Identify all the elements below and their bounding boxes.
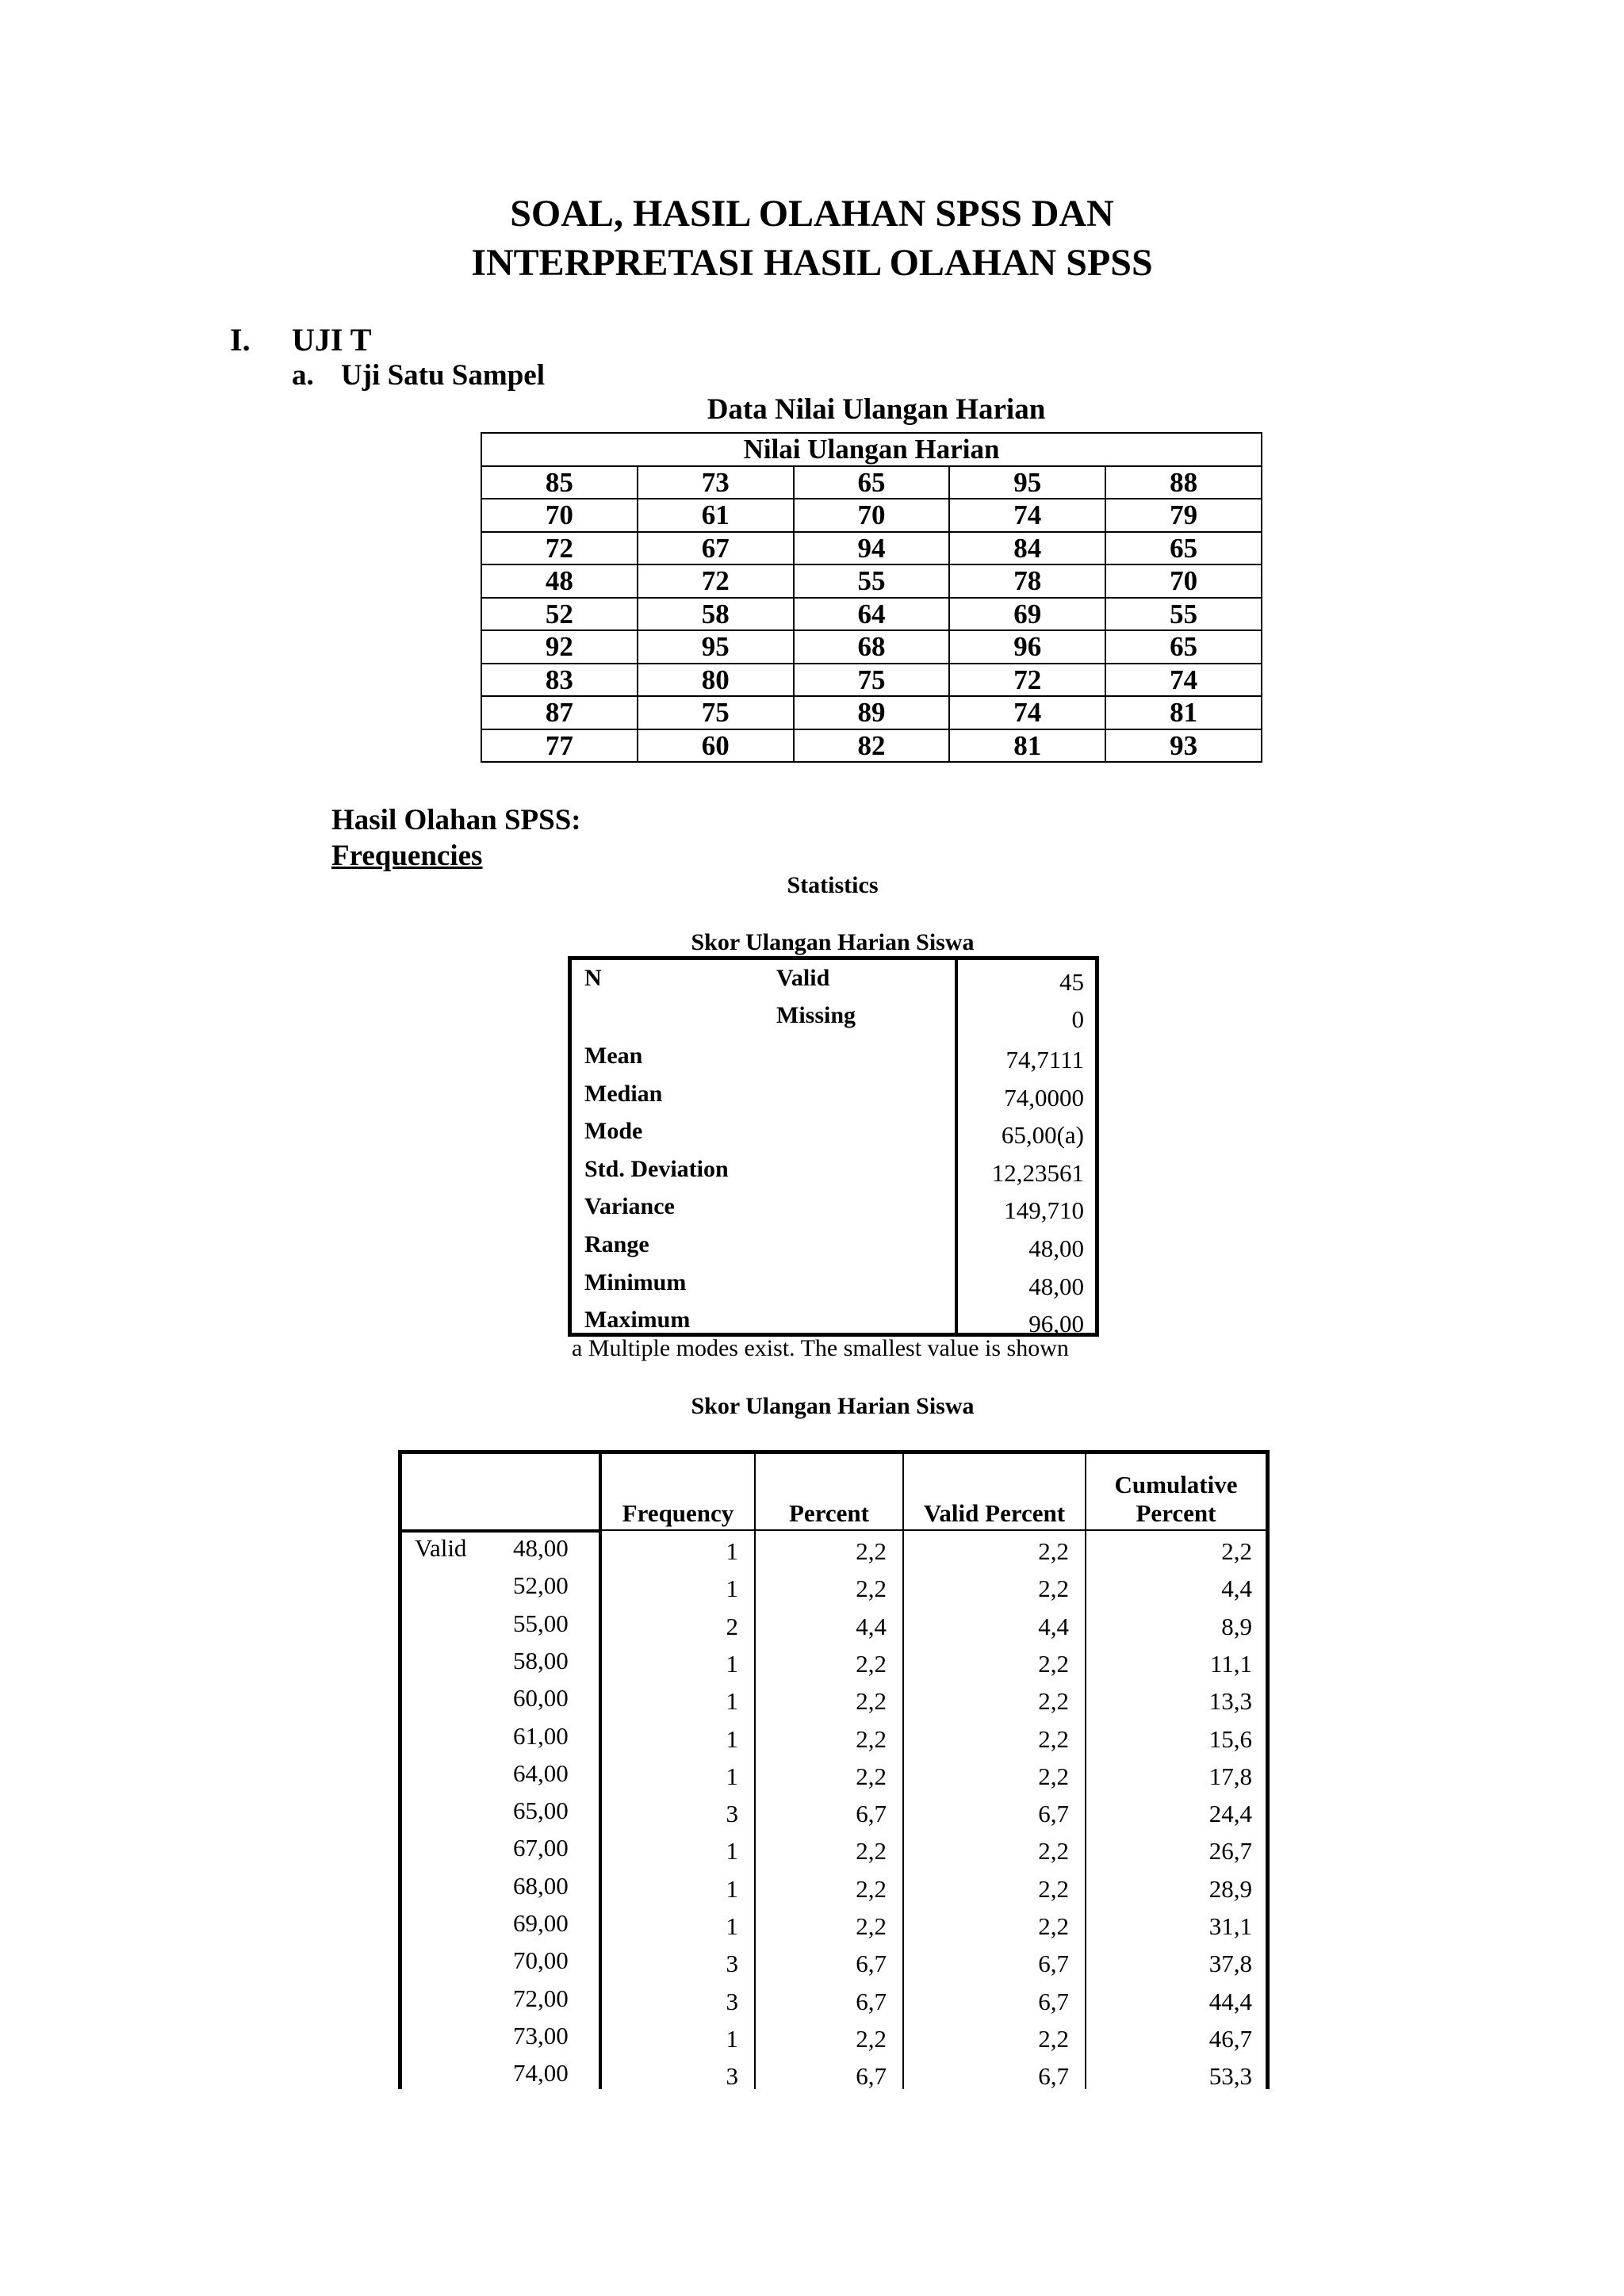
freq-row-percent: 2,2 [856,2024,887,2053]
freq-row-cumulative: 44,4 [1208,1987,1252,2015]
data-table-row [481,630,1262,664]
freq-row-valid-percent: 2,2 [1038,1649,1069,1678]
freq-row-cumulative: 8,9 [1221,1612,1252,1640]
data-table-cell: 89 [794,696,950,729]
freq-row-value: 48,00 [513,1534,569,1562]
freq-row-cumulative: 53,3 [1208,2062,1252,2091]
data-table-cell: 75 [794,664,950,697]
freq-row-cumulative: 28,9 [1208,1874,1252,1903]
freq-row-value: 60,00 [513,1684,569,1712]
data-table-cell: 58 [638,598,794,631]
freq-row-value: 55,00 [513,1609,569,1637]
freq-row-valid-percent: 4,4 [1038,1612,1069,1640]
freq-row-cumulative: 4,4 [1221,1575,1252,1603]
stat-value: 12,23561 [991,1158,1084,1187]
freq-row-value: 58,00 [513,1646,569,1674]
data-table-cell: 74 [949,696,1105,729]
freq-row-percent: 2,2 [856,1762,887,1790]
freq-row-percent: 2,2 [856,1575,887,1603]
data-table-cell: 65 [794,466,950,499]
freq-row-valid-percent: 2,2 [1038,1724,1069,1753]
freq-row-valid-percent: 6,7 [1038,1987,1069,2015]
data-table-cell: 65 [1105,630,1262,664]
data-table-cell: 48 [481,564,638,598]
data-table-cell: 70 [481,499,638,532]
data-table-cell: 73 [638,466,794,499]
freq-row-cumulative: 46,7 [1208,2024,1252,2053]
col-cumulative-line2: Percent [1136,1499,1216,1527]
subsection-title: Uji Satu Sampel [341,359,545,392]
freq-row-percent: 2,2 [856,1837,887,1866]
data-table-cell: 67 [638,532,794,565]
freq-row-cumulative: 11,1 [1209,1649,1252,1678]
data-table-cell: 74 [1105,664,1262,697]
data-table-header: Nilai Ulangan Harian [481,433,1262,466]
stat-label: Mean [584,1043,643,1069]
data-table-cell: 64 [794,598,950,631]
freq-row-percent: 6,7 [856,1950,887,1978]
statistics-divider [955,960,958,1333]
freq-row-frequency: 1 [726,1762,738,1790]
stat-value: 48,00 [1028,1272,1084,1300]
freq-row-frequency: 1 [726,1837,738,1866]
col-frequency: Frequency [622,1499,734,1527]
stat-n-label: N [584,965,602,991]
data-table-cell: 85 [481,466,638,499]
subsection-letter: a. [292,359,314,392]
stat-label: Mode [584,1118,643,1145]
freq-row-frequency: 1 [726,1649,738,1678]
freq-row-frequency: 3 [726,1950,738,1978]
data-table-cell: 78 [949,564,1105,598]
frequency-table-title: Skor Ulangan Harian Siswa [691,1393,975,1419]
freq-row-percent: 6,7 [856,2062,887,2091]
stat-label: Range [584,1231,649,1257]
data-table-row [481,499,1262,532]
frequencies-heading: Frequencies [331,840,483,872]
freq-row-cumulative: 31,1 [1208,1912,1252,1940]
stat-label: Minimum [584,1269,687,1295]
freq-divider-percent [902,1454,904,2089]
document-title-line2: INTERPRETASI HASIL OLAHAN SPSS [471,242,1153,284]
stat-value: 96,00 [1028,1310,1084,1338]
freq-row-frequency: 2 [726,1612,738,1640]
statistics-title: Statistics [787,872,879,898]
freq-row-cumulative: 17,8 [1208,1762,1252,1790]
freq-row-value: 64,00 [513,1758,569,1787]
data-table-cell: 79 [1105,499,1262,532]
stat-label: Std. Deviation [584,1155,729,1182]
data-table-cell: 84 [949,532,1105,565]
statistics-footnote: a Multiple modes exist. The smallest value is shown [572,1335,1069,1361]
document-title-line1: SOAL, HASIL OLAHAN SPSS DAN [510,193,1114,235]
freq-row-valid-percent: 6,7 [1038,2062,1069,2091]
data-table-cell: 65 [1105,532,1262,565]
data-table-cell: 87 [481,696,638,729]
freq-row-cumulative: 2,2 [1221,1537,1252,1565]
freq-divider-frequency [754,1454,756,2089]
stat-missing-value: 0 [1071,1005,1084,1033]
freq-row-frequency: 3 [726,2062,738,2091]
section-number: I. [230,322,251,358]
col-valid-percent: Valid Percent [923,1499,1066,1527]
data-table-cell: 52 [481,598,638,631]
freq-row-valid-percent: 2,2 [1038,1874,1069,1903]
stat-value: 48,00 [1028,1234,1084,1262]
freq-row-percent: 2,2 [856,1687,887,1716]
data-table-cell: 70 [794,499,950,532]
col-percent: Percent [789,1499,869,1527]
data-table-cell: 72 [481,532,638,565]
freq-row-percent: 2,2 [856,1912,887,1940]
freq-row-cumulative: 13,3 [1208,1687,1252,1716]
freq-row-frequency: 1 [726,2024,738,2053]
data-table-cell: 95 [638,630,794,664]
data-table-cell: 88 [1105,466,1262,499]
freq-row-cumulative: 26,7 [1208,1837,1252,1866]
data-table-row [481,664,1262,697]
data-table-row [481,532,1262,565]
data-table-caption: Data Nilai Ulangan Harian [707,393,1046,426]
frequency-table [398,1450,1270,2089]
freq-row-frequency: 3 [726,1987,738,2015]
stat-label: Variance [584,1193,675,1220]
section-title: UJI T [292,322,372,358]
data-table-cell: 55 [794,564,950,598]
freq-row-valid-percent: 6,7 [1038,1950,1069,1978]
freq-row-percent: 6,7 [856,1800,887,1828]
data-table-cell: 72 [949,664,1105,697]
freq-row-valid-percent: 6,7 [1038,1800,1069,1828]
freq-row-value: 73,00 [513,2021,569,2049]
freq-row-value: 61,00 [513,1721,569,1750]
freq-row-frequency: 1 [726,1912,738,1940]
freq-header-rule-right [599,1529,1270,1531]
freq-row-value: 72,00 [513,1984,569,2012]
data-table-cell: 94 [794,532,950,565]
freq-row-percent: 2,2 [856,1649,887,1678]
freq-divider-valid-percent [1085,1454,1086,2089]
stat-missing-label: Missing [776,1002,856,1028]
freq-row-value: 70,00 [513,1946,569,1975]
spss-heading: Hasil Olahan SPSS: [331,804,581,836]
data-table-cell: 77 [481,729,638,763]
data-table-cell: 69 [949,598,1105,631]
freq-row-value: 74,00 [513,2059,569,2087]
freq-row-frequency: 1 [726,1724,738,1753]
freq-row-percent: 4,4 [856,1612,887,1640]
statistics-table [568,956,1099,1337]
freq-row-cumulative: 15,6 [1208,1724,1252,1753]
freq-row-valid-percent: 2,2 [1038,1762,1069,1790]
data-table-cell: 93 [1105,729,1262,763]
data-table-cell: 95 [949,466,1105,499]
freq-row-cumulative: 24,4 [1208,1800,1252,1828]
freq-row-frequency: 3 [726,1800,738,1828]
stat-value: 65,00(a) [1001,1121,1084,1150]
freq-row-percent: 2,2 [856,1724,887,1753]
freq-row-percent: 6,7 [856,1987,887,2015]
stat-label: Median [584,1080,663,1107]
freq-row-frequency: 1 [726,1687,738,1716]
data-table-cell: 74 [949,499,1105,532]
data-table-cell: 83 [481,664,638,697]
data-table-row [481,729,1262,763]
data-table-row [481,564,1262,598]
freq-row-value: 69,00 [513,1909,569,1937]
data-table-row [481,696,1262,729]
freq-row-valid-percent: 2,2 [1038,1687,1069,1716]
freq-row-valid-percent: 2,2 [1038,1575,1069,1603]
data-table-row [481,598,1262,631]
data-table-cell: 68 [794,630,950,664]
stat-label: Maximum [584,1307,691,1334]
data-table-cell: 61 [638,499,794,532]
freq-row-cumulative: 37,8 [1208,1950,1252,1978]
data-table-row [481,466,1262,499]
freq-row-value: 68,00 [513,1871,569,1900]
freq-row-value: 67,00 [513,1834,569,1862]
data-table-cell: 55 [1105,598,1262,631]
freq-divider-label [599,1454,602,2089]
data-table-cell: 96 [949,630,1105,664]
freq-row-valid-percent: 2,2 [1038,2024,1069,2053]
data-table-cell: 75 [638,696,794,729]
freq-row-frequency: 1 [726,1874,738,1903]
freq-row-value: 52,00 [513,1571,569,1600]
freq-row-percent: 2,2 [856,1874,887,1903]
data-table-cell: 70 [1105,564,1262,598]
freq-row-percent: 2,2 [856,1537,887,1565]
stat-valid-value: 45 [1059,968,1084,996]
stat-value: 149,710 [1004,1196,1084,1225]
data-table-cell: 60 [638,729,794,763]
freq-row-frequency: 1 [726,1575,738,1603]
freq-group-label: Valid [415,1534,467,1562]
stat-value: 74,0000 [1004,1083,1084,1112]
data-table-cell: 80 [638,664,794,697]
freq-row-value: 65,00 [513,1797,569,1825]
freq-row-valid-percent: 2,2 [1038,1837,1069,1866]
data-table-cell: 72 [638,564,794,598]
freq-row-valid-percent: 2,2 [1038,1537,1069,1565]
col-cumulative-line1: Cumulative [1114,1471,1238,1498]
freq-row-valid-percent: 2,2 [1038,1912,1069,1940]
data-table-cell: 92 [481,630,638,664]
stat-value: 74,7111 [1005,1046,1084,1073]
data-table-cell: 81 [949,729,1105,763]
data-table-cell: 82 [794,729,950,763]
data-table-cell: 81 [1105,696,1262,729]
stat-valid-label: Valid [776,965,830,991]
data-nilai-table [481,432,1262,763]
freq-header-rule-left [402,1529,599,1533]
statistics-subtitle: Skor Ulangan Harian Siswa [691,929,975,955]
freq-row-frequency: 1 [726,1537,738,1565]
